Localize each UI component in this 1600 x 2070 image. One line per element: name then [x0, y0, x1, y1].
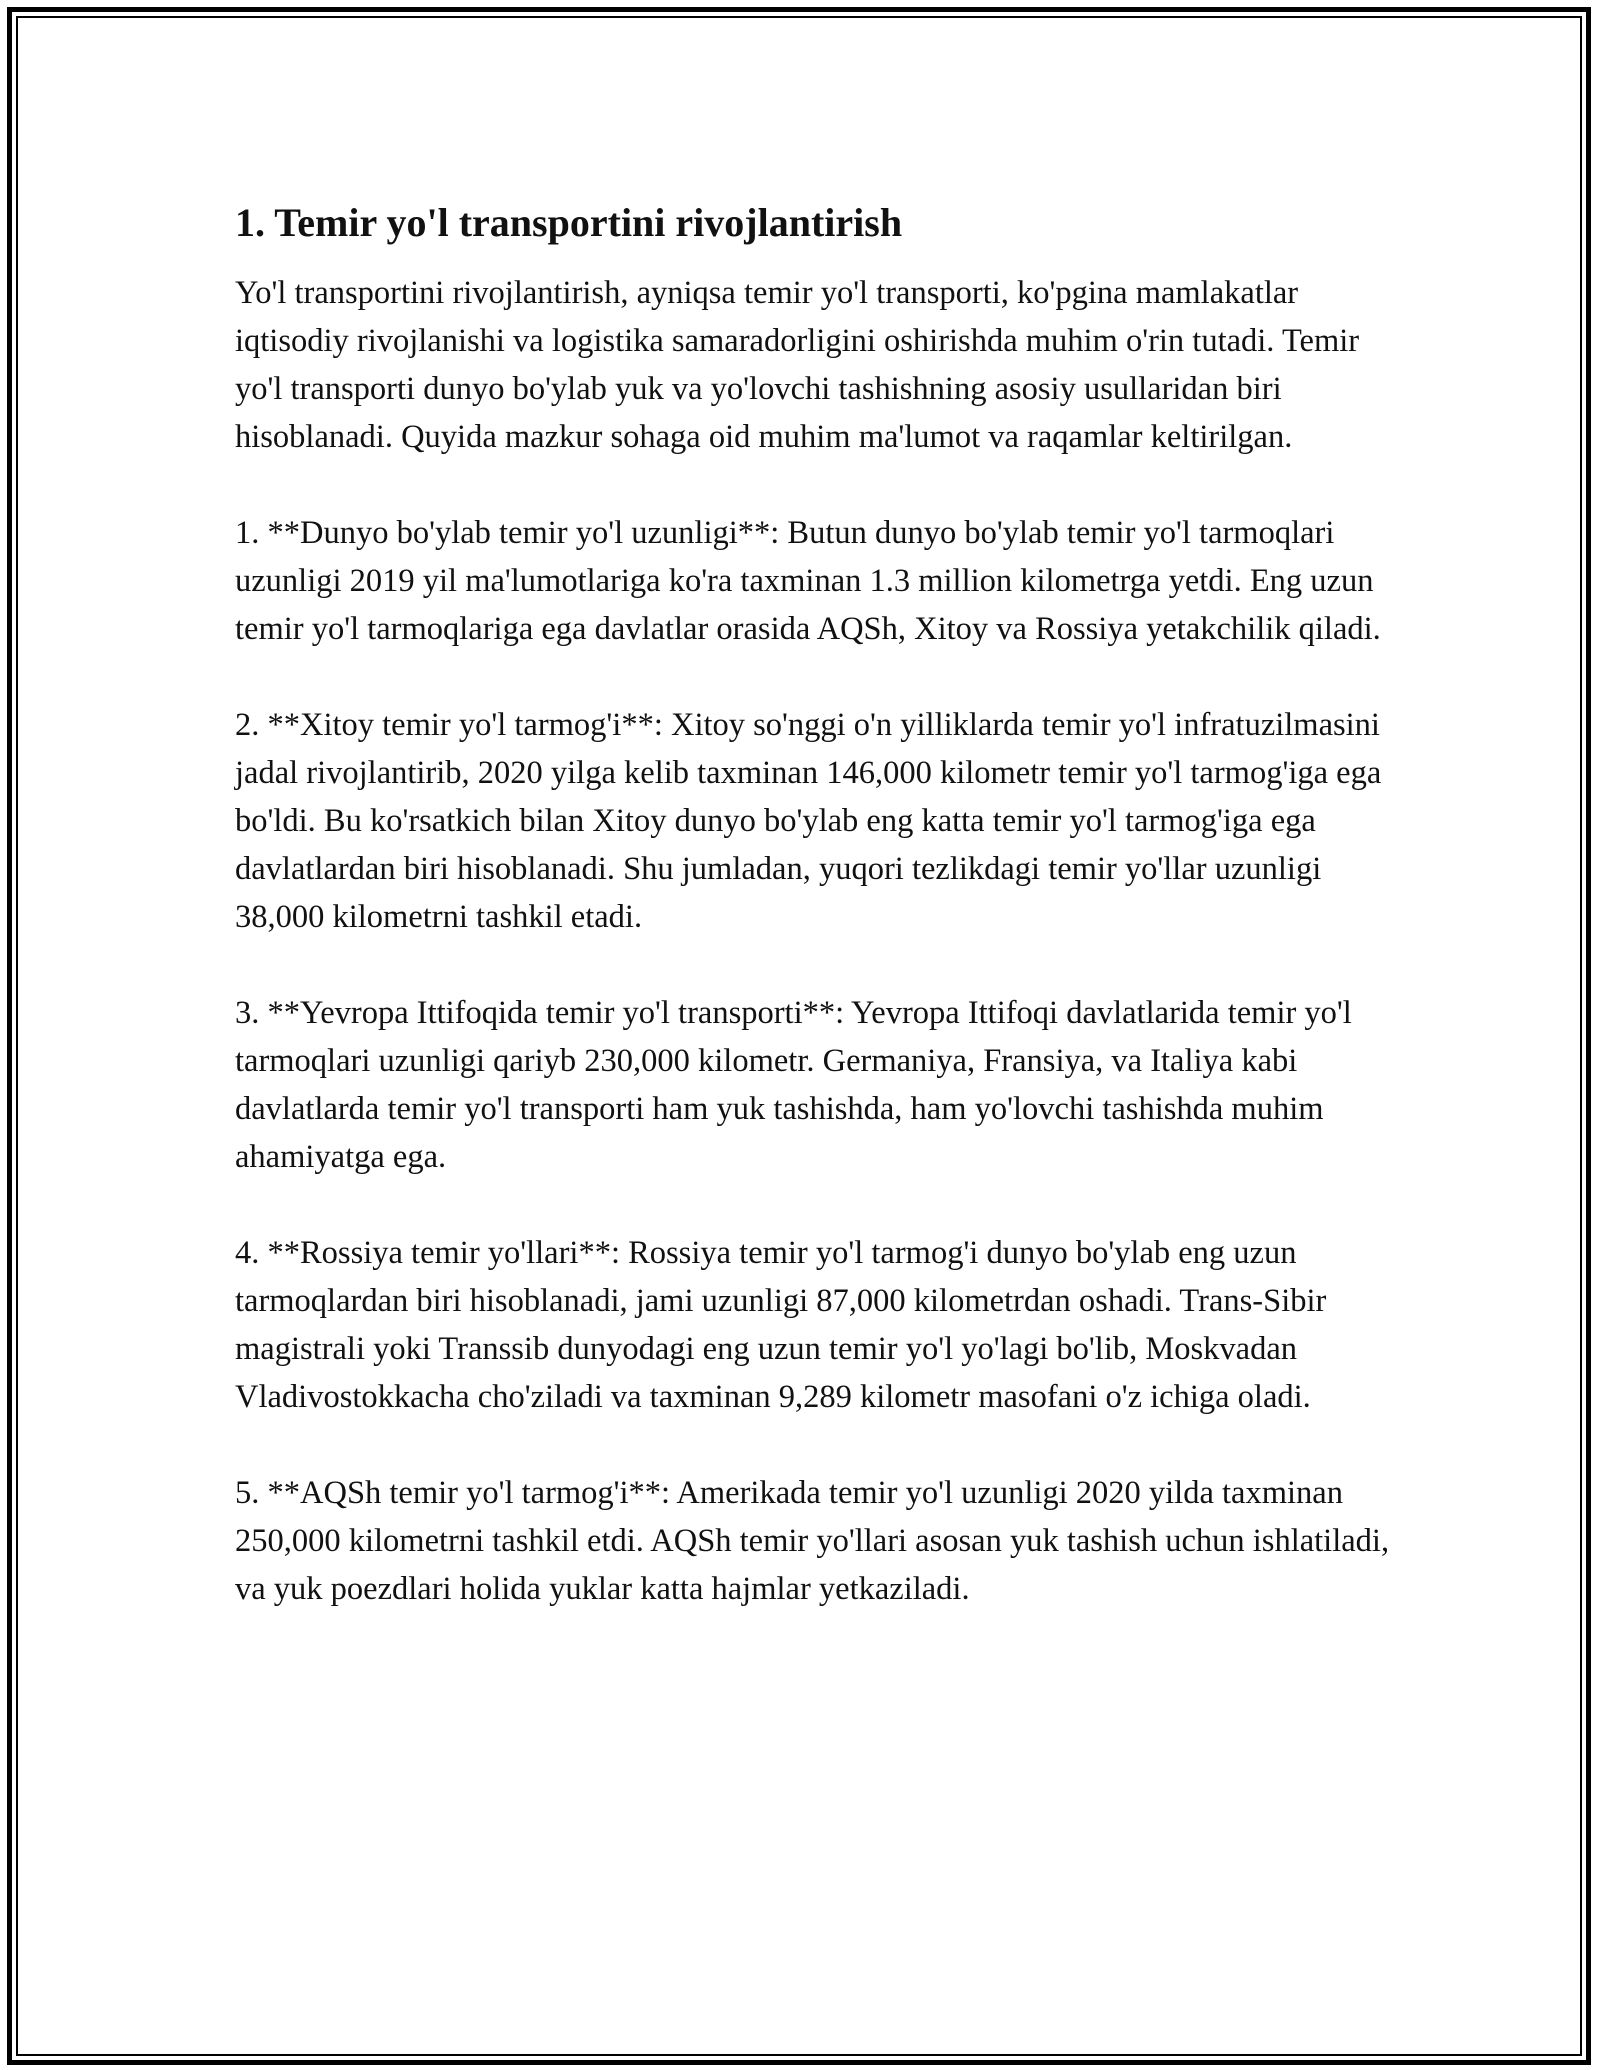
- page-border: [7, 7, 1591, 2065]
- document-title: 1. Temir yo'l transportini rivojlantirish: [235, 200, 903, 245]
- intro-paragraph: Yo'l transportini rivojlantirish, ayniqsa temir yo'l transporti, ko'pgina mamlakatlar iqtisodiy rivojlanishi va logistika samaradorligini oshirishda muhim o'rin tutadi. Temir yo'l transporti dunyo bo'ylab yuk va yo'lovchi tashishning asosiy usullaridan biri hisoblanadi. Quyida mazkur sohaga oid muhim ma'lumot va raqamlar keltirilgan.: [235, 275, 1360, 455]
- list-item-usa-railway-network: 5. **AQSh temir yo'l tarmog'i**: Amerikada temir yo'l uzunligi 2020 yilda taxminan 250,000 kilometrni tashkil etdi. AQSh temir yo'llari asosan yuk tashish uchun ishlatiladi, va yuk poezdlari holida yuklar katta hajmlar yetkaziladi.: [235, 1475, 1390, 1607]
- list-item-eu-railway-transport: 3. **Yevropa Ittifoqida temir yo'l transporti**: Yevropa Ittifoqi davlatlarida temir yo'l tarmoqlari uzunligi qariyb 230,000 kilometr. Germaniya, Fransiya, va Italiya kabi davlatlarda temir yo'l transporti ham yuk tashishda, ham yo'lovchi tashishda muhim ahamiyatga ega.: [235, 995, 1352, 1175]
- list-item-world-railway-length: 1. **Dunyo bo'ylab temir yo'l uzunligi**: Butun dunyo bo'ylab temir yo'l tarmoqlari uzunligi 2019 yil ma'lumotlariga ko'ra taxminan 1.3 million kilometrga yetdi. Eng uzun temir yo'l tarmoqlariga ega davlatlar orasida AQSh, Xitoy va Rossiya yetakchilik qiladi.: [235, 515, 1381, 647]
- list-item-china-railway-network: 2. **Xitoy temir yo'l tarmog'i**: Xitoy so'nggi o'n yilliklarda temir yo'l infratuzilmasini jadal rivojlantirib, 2020 yilga kelib taxminan 146,000 kilometr temir yo'l tarmog'iga ega bo'ldi. Bu ko'rsatkich bilan Xitoy dunyo bo'ylab eng katta temir yo'l tarmog'iga ega davlatlardan biri hisoblanadi. Shu jumladan, yuqori tezlikdagi temir yo'llar uzunligi 38,000 kilometrni tashkil etadi.: [235, 707, 1382, 935]
- document-body: [235, 197, 1395, 1613]
- list-item-russia-railways: 4. **Rossiya temir yo'llari**: Rossiya temir yo'l tarmog'i dunyo bo'ylab eng uzun tarmoqlardan biri hisoblanadi, jami uzunligi 87,000 kilometrdan oshadi. Trans-Sibir magistrali yoki Transsib dunyodagi eng uzun temir yo'l yo'lagi bo'lib, Moskvadan Vladivostokkacha cho'ziladi va taxminan 9,289 kilometr masofani o'z ichiga oladi.: [235, 1235, 1327, 1415]
